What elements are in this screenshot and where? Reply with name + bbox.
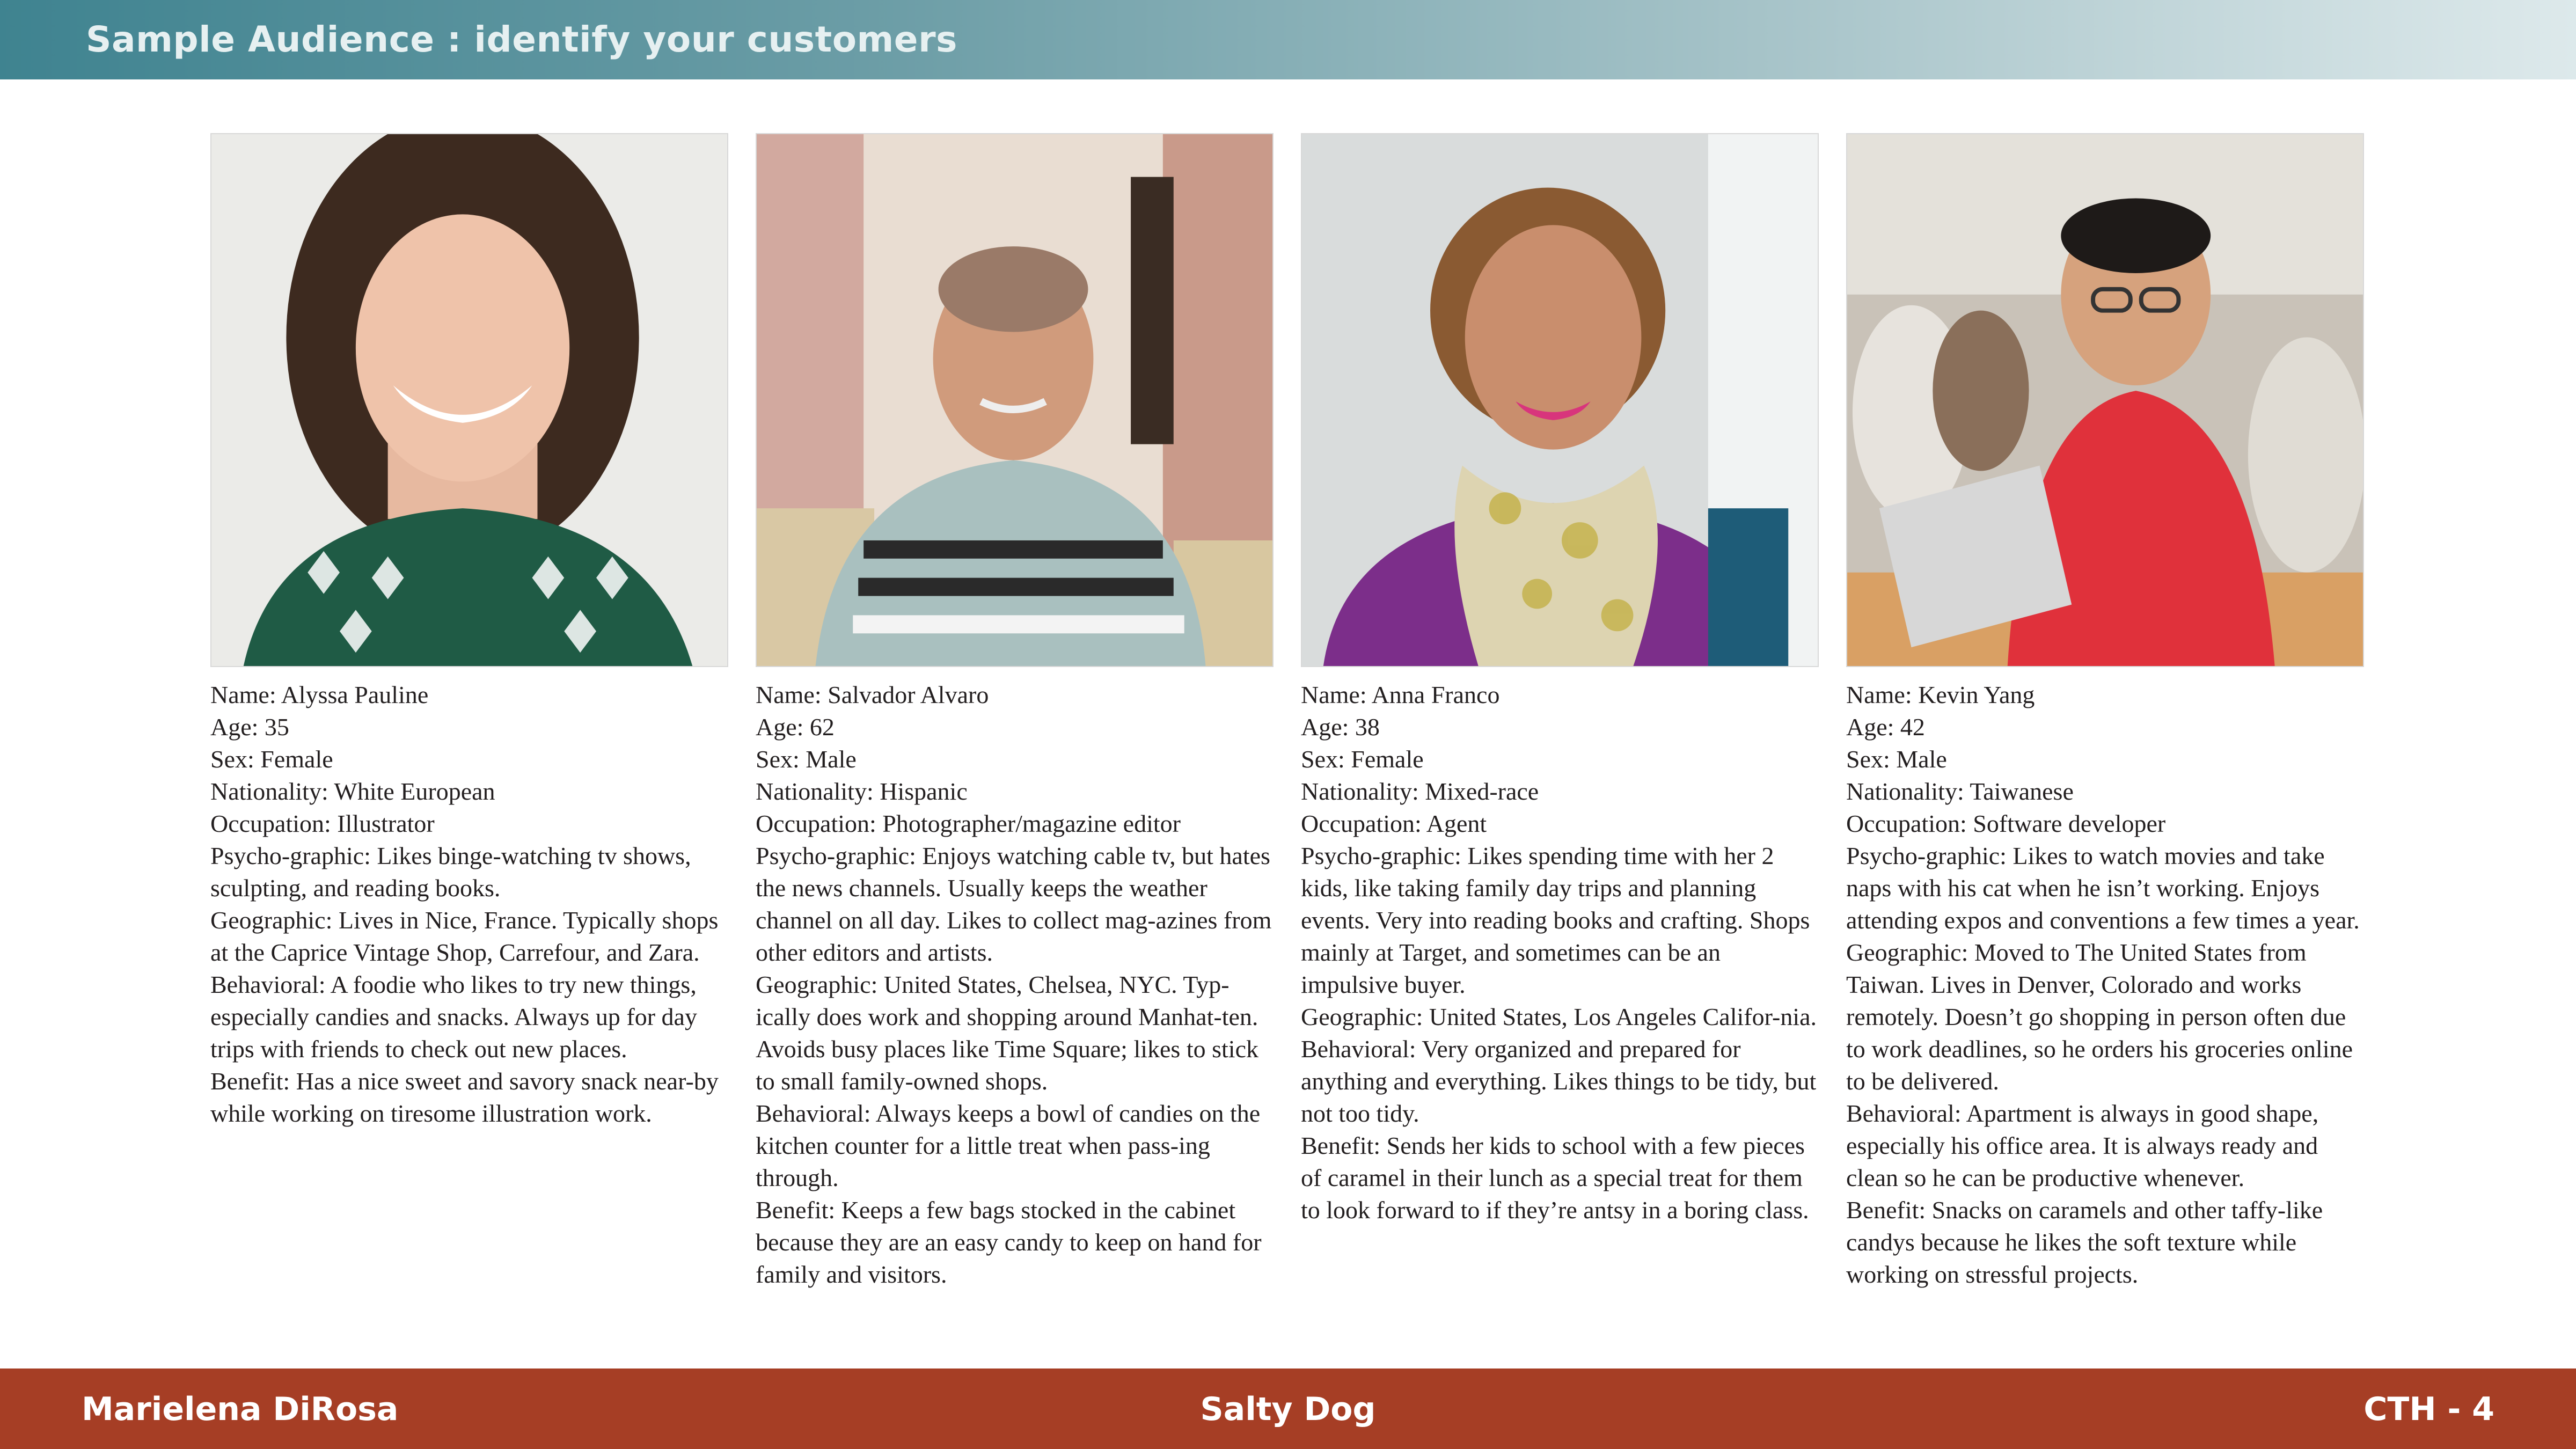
persona-geographic: Geographic: Moved to The United States from Taiwan. Lives in Denver, Colorado and works remotely. Doesn’t go shopping in person often due to work deadlines, so he orders his groceries online to be delivered. (1846, 939, 2353, 1095)
persona-age: Age: 42 (1846, 713, 1925, 741)
persona-card (210, 133, 728, 1130)
persona-nationality: Nationality: Mixed-race (1301, 778, 1539, 805)
persona-psychographic: Psycho-graphic: Likes binge-watching tv shows, sculpting, and reading books. (210, 842, 691, 902)
persona-benefit: Benefit: Keeps a few bags stocked in the cabinet because they are an easy candy to keep on hand for family and visitors. (756, 1196, 1262, 1288)
persona-age: Age: 35 (210, 713, 289, 741)
persona-psychographic: Psycho-graphic: Likes spending time with her 2 kids, like taking family day trips and planning events. Very into reading books and crafting. Shops mainly at Target, and sometimes can be an impulsive buyer. (1301, 842, 1810, 998)
persona-nationality: Nationality: Taiwanese (1846, 778, 2074, 805)
persona-geographic: Geographic: United States, Chelsea, NYC. Typ-ically does work and shopping around Manhat-ten. Avoids busy places like Time Square; likes to stick to small family-owned shops. (756, 971, 1258, 1095)
persona-sex: Sex: Female (1301, 745, 1424, 773)
persona-name: Name: Anna Franco (1301, 681, 1500, 708)
persona-details (1846, 679, 2364, 1291)
persona-nationality: Nationality: White European (210, 778, 495, 805)
footer-brand: Salty Dog (1200, 1391, 1376, 1428)
persona-name: Name: Alyssa Pauline (210, 681, 429, 708)
persona-occupation: Occupation: Photographer/magazine editor (756, 810, 1181, 837)
persona-benefit: Benefit: Sends her kids to school with a few pieces of caramel in their lunch as a special treat for them to look forward to if they’re antsy in a boring class. (1301, 1132, 1809, 1224)
persona-card (756, 133, 1274, 1291)
persona-details (756, 679, 1274, 1291)
persona-name: Name: Kevin Yang (1846, 681, 2035, 708)
persona-behavioral: Behavioral: A foodie who likes to try new things, especially candies and snacks. Always up for day trips with friends to check out new places. (210, 971, 697, 1063)
footer-author: Marielena DiRosa (82, 1391, 399, 1428)
persona-nationality: Nationality: Hispanic (756, 778, 968, 805)
persona-details (210, 679, 728, 1130)
persona-geographic: Geographic: Lives in Nice, France. Typically shops at the Caprice Vintage Shop, Carrefour, and Zara. (210, 906, 719, 966)
persona-occupation: Occupation: Illustrator (210, 810, 435, 837)
persona-card (1301, 133, 1819, 1226)
persona-occupation: Occupation: Agent (1301, 810, 1487, 837)
persona-sex: Sex: Male (1846, 745, 1947, 773)
persona-behavioral: Behavioral: Always keeps a bowl of candies on the kitchen counter for a little treat when pass-ing through. (756, 1100, 1261, 1191)
persona-photo (1301, 133, 1819, 667)
persona-photo (756, 133, 1274, 667)
persona-behavioral: Behavioral: Very organized and prepared for anything and everything. Likes things to be tidy, but not too tidy. (1301, 1035, 1817, 1127)
persona-name: Name: Salvador Alvaro (756, 681, 989, 708)
persona-geographic: Geographic: United States, Los Angeles Califor-nia. (1301, 1003, 1817, 1030)
persona-card (1846, 133, 2364, 1291)
persona-photo (210, 133, 728, 667)
persona-photo (1846, 133, 2364, 667)
persona-age: Age: 38 (1301, 713, 1380, 741)
persona-psychographic: Psycho-graphic: Likes to watch movies and take naps with his cat when he isn’t working. Enjoys attending expos and conventions a few times a year. (1846, 842, 2360, 934)
persona-behavioral: Behavioral: Apartment is always in good shape, especially his office area. It is always ready and clean so he can be productive whenever. (1846, 1100, 2319, 1191)
persona-benefit: Benefit: Has a nice sweet and savory snack near-by while working on tiresome illustration work. (210, 1067, 719, 1127)
persona-sex: Sex: Male (756, 745, 857, 773)
persona-occupation: Occupation: Software developer (1846, 810, 2166, 837)
persona-benefit: Benefit: Snacks on caramels and other taffy-like candys because he likes the soft texture while working on stressful projects. (1846, 1196, 2323, 1288)
footer-page-number: CTH - 4 (2363, 1391, 2494, 1428)
persona-details (1301, 679, 1819, 1226)
persona-psychographic: Psycho-graphic: Enjoys watching cable tv, but hates the news channels. Usually keeps the weather channel on all day. Likes to collect mag-azines from other editors and artists. (756, 842, 1272, 966)
page-title: Sample Audience : identify your customers (86, 19, 957, 60)
persona-age: Age: 62 (756, 713, 835, 741)
persona-sex: Sex: Female (210, 745, 333, 773)
